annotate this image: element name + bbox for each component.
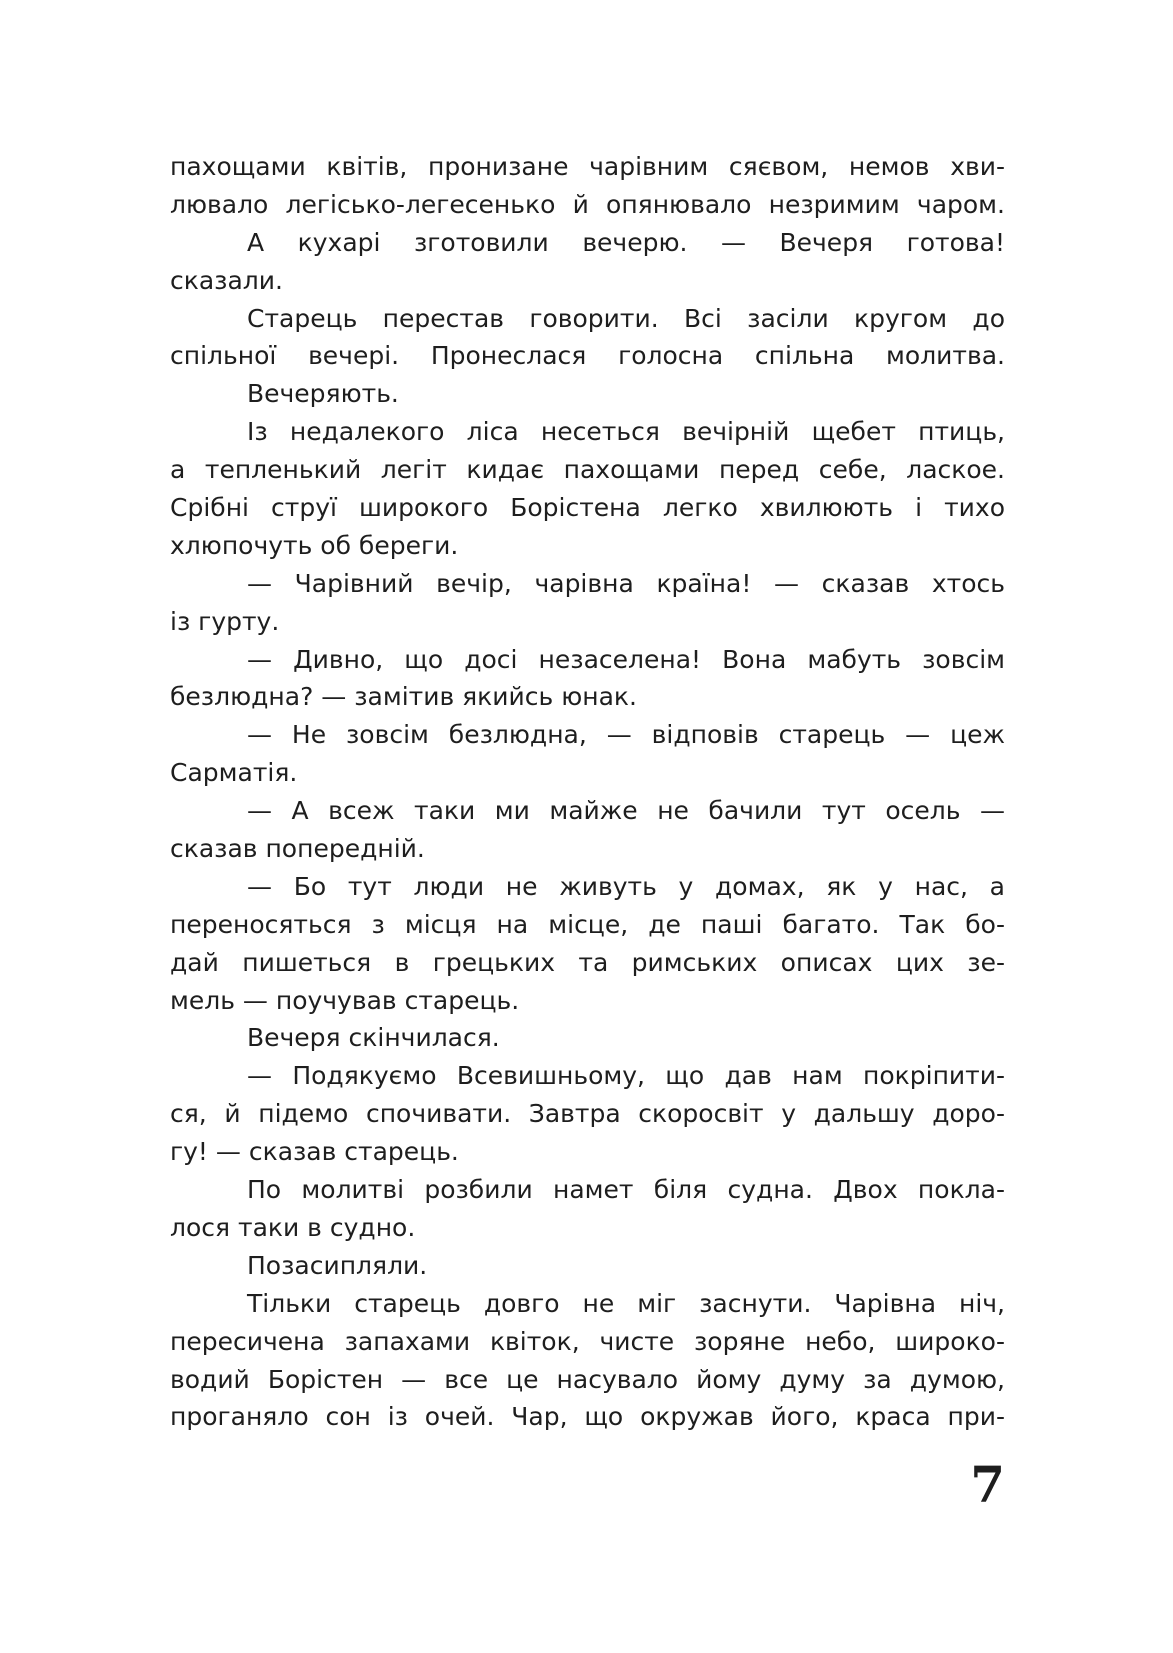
text-line: Старець перестав говорити. Всі засіли кругом до xyxy=(247,303,1005,333)
text-line: Вечеря скінчилася. xyxy=(247,1023,500,1053)
text-line: проганяло сон із очей. Чар, що окружав його, краса при- xyxy=(170,1402,1005,1432)
text-line: Тільки старець довго не міг заснути. Чарівна ніч, xyxy=(247,1288,1005,1318)
text-line: пахощами квітів, пронизане чарівним сяєвом, немов хви- xyxy=(170,152,1005,181)
text-line: сказали. xyxy=(170,265,283,295)
text-line: — Чарівний вечір, чарівна країна! — сказав хтось xyxy=(247,568,1005,598)
text-line: дай пишеться в грецьких та римських описах цих зе- xyxy=(170,947,1005,977)
text-line: переносяться з місця на місце, де паші багато. Так бо- xyxy=(170,909,1005,939)
text-line: А кухарі зготовили вечерю. — Вечеря готова! xyxy=(247,227,1005,257)
text-line: мель — поучував старець. xyxy=(170,985,520,1015)
body-text xyxy=(170,148,1005,1436)
text-line: — А всеж таки ми майже не бачили тут осель — xyxy=(247,796,1005,826)
text-line: спільної вечері. Пронеслася голосна спільна молитва. xyxy=(170,341,1005,371)
text-line: сказав попередній. xyxy=(170,834,425,864)
text-line: безлюдна? — замітив якийсь юнак. xyxy=(170,682,637,712)
text-line: — Дивно, що досі незаселена! Вона мабуть зовсім xyxy=(247,644,1005,674)
text-line: По молитві розбили намет біля судна. Двох покла- xyxy=(247,1175,1005,1205)
text-line: Сарматія. xyxy=(170,758,298,788)
text-line: — Не зовсім безлюдна, — відповів старець — цеж xyxy=(247,720,1005,750)
page-number: 7 xyxy=(970,1455,1005,1514)
text-line: лювало легісько-легесенько й опянювало незримим чаром. xyxy=(170,189,1005,219)
text-line: Вечеряють. xyxy=(247,379,399,409)
text-line: а тепленький легіт кидає пахощами перед себе, лаское. xyxy=(170,455,1005,485)
text-line: Срібні струї широкого Борістена легко хвилюють і тихо xyxy=(170,493,1005,523)
text-line: пересичена запахами квіток, чисте зоряне небо, широко- xyxy=(170,1326,1005,1356)
text-line: — Бо тут люди не живуть у домах, як у нас, а xyxy=(247,871,1005,901)
text-line: лося таки в судно. xyxy=(170,1212,416,1242)
text-line: гу! — сказав старець. xyxy=(170,1137,459,1167)
text-line: ся, й підемо спочивати. Завтра скоросвіт у дальшу доро- xyxy=(170,1099,1005,1129)
text-line: хлюпочуть об береги. xyxy=(170,530,459,560)
text-line: водий Борістен — все це насувало йому думу за думою, xyxy=(170,1364,1005,1394)
text-line: Позасипляли. xyxy=(247,1250,428,1280)
text-line: із гурту. xyxy=(170,606,280,636)
text-line: Із недалекого ліса несеться вечірній щебет птиць, xyxy=(247,417,1005,447)
text-line: — Подякуємо Всевишньому, що дав нам покріпити- xyxy=(247,1061,1005,1091)
